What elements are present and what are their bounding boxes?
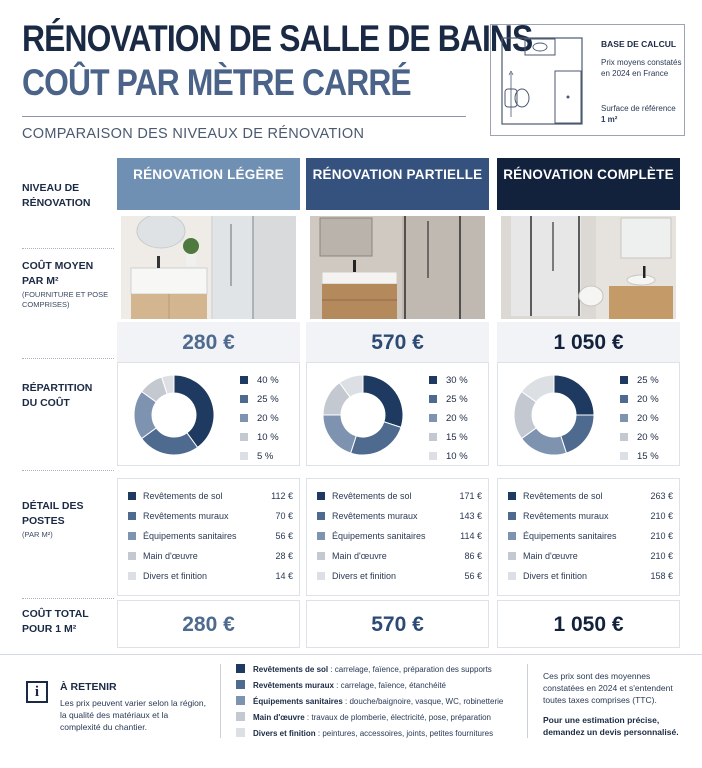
detail-row <box>508 491 673 501</box>
detail-value: 210 € <box>650 511 673 521</box>
detail-card <box>306 478 489 596</box>
row-label-avg-cost-note: (FOURNITURE ET POSE COMPRISES) <box>22 290 109 309</box>
glossary-desc: : carrelage, faïence, étanchéité <box>333 681 446 690</box>
column-header: RÉNOVATION COMPLÈTE <box>497 158 680 210</box>
swatch <box>508 492 516 500</box>
detail-label: Divers et finition <box>143 571 208 581</box>
detail-row <box>317 511 482 521</box>
swatch <box>429 376 437 384</box>
swatch <box>429 452 437 460</box>
legend-value: 15 % <box>446 432 468 443</box>
detail-card <box>117 478 300 596</box>
swatch <box>620 395 628 403</box>
detail-value: 158 € <box>650 571 673 581</box>
swatch <box>317 572 325 580</box>
legend-value: 20 % <box>257 413 279 424</box>
detail-value: 143 € <box>459 511 482 521</box>
detail-label: Revêtements de sol <box>523 491 603 501</box>
swatch <box>508 532 516 540</box>
swatch <box>317 512 325 520</box>
legend-item <box>240 394 279 405</box>
legend-item <box>620 451 659 462</box>
retenir-title: À RETENIR <box>60 681 117 693</box>
row-label-total: COÛT TOTAL POUR 1 M² <box>22 608 89 635</box>
swatch <box>240 433 248 441</box>
detail-value: 70 € <box>275 511 293 521</box>
calc-reference <box>601 103 683 125</box>
legend-value: 25 % <box>446 394 468 405</box>
detail-row <box>317 491 482 501</box>
row-divider <box>22 598 114 599</box>
legend-value: 25 % <box>637 375 659 386</box>
swatch <box>508 572 516 580</box>
glossary-term: Revêtements muraux <box>253 681 334 690</box>
detail-row <box>128 571 293 581</box>
swatch <box>240 414 248 422</box>
detail-value: 263 € <box>650 491 673 501</box>
glossary-term: Main d'œuvre <box>253 713 305 722</box>
bathroom-photo <box>501 216 676 319</box>
detail-row <box>508 511 673 521</box>
legend-value: 20 % <box>637 394 659 405</box>
detail-value: 28 € <box>275 551 293 561</box>
detail-row <box>317 571 482 581</box>
detail-value: 210 € <box>650 551 673 561</box>
detail-label: Équipements sanitaires <box>143 531 237 541</box>
glossary-desc: : douche/baignoire, vasque, WC, robinetterie <box>342 697 504 706</box>
donut-segment <box>351 422 401 455</box>
swatch <box>236 712 245 721</box>
prices-note: Ces prix sont des moyennes constatées en 2024 et s'entendent toutes taxes comprises (TTC). <box>543 671 673 705</box>
legend-item <box>429 394 468 405</box>
detail-row <box>128 531 293 541</box>
legend-item <box>240 451 273 462</box>
swatch <box>128 512 136 520</box>
detail-row <box>128 551 293 561</box>
column-renovation-legere <box>117 158 300 652</box>
swatch <box>128 572 136 580</box>
legend-value: 10 % <box>446 451 468 462</box>
swatch <box>317 552 325 560</box>
swatch <box>508 512 516 520</box>
comparison-subtitle: COMPARAISON DES NIVEAUX DE RÉNOVATION <box>22 126 365 142</box>
swatch <box>236 664 245 673</box>
breakdown-card <box>306 362 489 466</box>
legend-value: 20 % <box>637 413 659 424</box>
row-label-detail-note: (PAR M²) <box>22 530 53 539</box>
row-label-avg-cost-text: COÛT MOYEN PAR M² <box>22 260 94 287</box>
detail-value: 210 € <box>650 531 673 541</box>
detail-label: Main d'œuvre <box>332 551 387 561</box>
row-divider <box>22 470 114 471</box>
glossary-item <box>236 680 526 690</box>
header-divider <box>22 116 466 117</box>
swatch <box>236 696 245 705</box>
donut-segment <box>323 415 356 453</box>
legend-value: 20 % <box>446 413 468 424</box>
column-renovation-complete <box>497 158 680 652</box>
total-cost-value: 280 € <box>117 600 300 648</box>
bathroom-photo <box>121 216 296 319</box>
estimate-cta: Pour une estimation précise, demandez un devis personnalisé. <box>543 715 679 737</box>
donut-segment <box>561 415 594 453</box>
detail-value: 86 € <box>464 551 482 561</box>
detail-row <box>128 511 293 521</box>
breakdown-card <box>117 362 300 466</box>
swatch <box>236 728 245 737</box>
detail-row <box>508 551 673 561</box>
swatch <box>240 376 248 384</box>
swatch <box>317 532 325 540</box>
column-header: RÉNOVATION LÉGÈRE <box>117 158 300 210</box>
swatch <box>620 452 628 460</box>
detail-value: 114 € <box>460 531 482 541</box>
calc-reference-value: 1 m² <box>601 115 618 124</box>
floor-plan-icon <box>501 37 583 125</box>
row-divider <box>22 248 114 249</box>
legend-value: 15 % <box>637 451 659 462</box>
cost-per-m2-value: 280 € <box>117 322 300 364</box>
column-renovation-partielle <box>306 158 489 652</box>
donut-segment <box>363 375 403 427</box>
glossary-item <box>236 696 526 706</box>
legend-item <box>429 375 468 386</box>
legend-value: 40 % <box>257 375 279 386</box>
legend-item <box>240 413 279 424</box>
swatch <box>236 680 245 689</box>
detail-value: 56 € <box>464 571 482 581</box>
breakdown-donut <box>512 373 596 457</box>
legend-value: 25 % <box>257 394 279 405</box>
swatch <box>128 532 136 540</box>
glossary-desc: : carrelage, faïence, préparation des supports <box>328 665 492 674</box>
donut-segment <box>554 375 594 415</box>
detail-label: Revêtements muraux <box>332 511 418 521</box>
row-divider <box>22 358 114 359</box>
info-icon: i <box>26 681 48 703</box>
swatch <box>508 552 516 560</box>
footer-separator <box>527 664 528 738</box>
retenir-text: Les prix peuvent varier selon la région, la qualité des matériaux et la complexité du chantier. <box>60 698 206 732</box>
calculation-basis-box <box>490 24 685 136</box>
legend-item <box>240 432 279 443</box>
swatch <box>620 376 628 384</box>
detail-label: Main d'œuvre <box>143 551 198 561</box>
detail-card <box>497 478 680 596</box>
calc-description: Prix moyens constatés en 2024 en France <box>601 58 682 78</box>
glossary-term: Divers et finition <box>253 729 316 738</box>
swatch <box>128 552 136 560</box>
swatch <box>429 433 437 441</box>
cost-per-m2-value: 1 050 € <box>497 322 680 364</box>
legend-value: 20 % <box>637 432 659 443</box>
legend-value: 30 % <box>446 375 468 386</box>
total-cost-value: 570 € <box>306 600 489 648</box>
detail-value: 14 € <box>275 571 293 581</box>
calc-title: BASE DE CALCUL <box>601 39 677 49</box>
glossary-item <box>236 712 526 722</box>
swatch <box>620 433 628 441</box>
detail-label: Divers et finition <box>523 571 588 581</box>
row-label-detail <box>22 499 102 540</box>
swatch <box>429 395 437 403</box>
legend-item <box>240 375 279 386</box>
legend-item <box>429 451 468 462</box>
footer-separator <box>220 664 221 738</box>
swatch <box>317 492 325 500</box>
glossary-desc: : peintures, accessoires, joints, petites fournitures <box>315 729 494 738</box>
page-subtitle-main: COÛT PAR MÈTRE CARRÉ <box>22 62 411 103</box>
cost-per-m2-value: 570 € <box>306 322 489 364</box>
breakdown-card <box>497 362 680 466</box>
detail-label: Main d'œuvre <box>523 551 578 561</box>
legend-item <box>429 432 468 443</box>
breakdown-donut <box>132 373 216 457</box>
swatch <box>240 452 248 460</box>
row-label-avg-cost <box>22 259 112 310</box>
detail-row <box>317 531 482 541</box>
detail-label: Équipements sanitaires <box>332 531 426 541</box>
swatch <box>620 414 628 422</box>
detail-label: Revêtements muraux <box>523 511 609 521</box>
legend-item <box>620 375 659 386</box>
calc-reference-label: Surface de référence <box>601 104 676 113</box>
detail-label: Revêtements de sol <box>332 491 412 501</box>
page-title: RÉNOVATION DE SALLE DE BAINS <box>22 18 533 59</box>
swatch <box>429 414 437 422</box>
footer-divider <box>0 654 702 655</box>
glossary-item <box>236 728 526 738</box>
total-cost-value: 1 050 € <box>497 600 680 648</box>
glossary-term: Revêtements de sol <box>253 665 329 674</box>
detail-label: Revêtements muraux <box>143 511 229 521</box>
legend-value: 5 % <box>257 451 274 462</box>
glossary-item <box>236 664 526 674</box>
detail-value: 171 € <box>459 491 482 501</box>
legend-item <box>429 413 468 424</box>
legend-item <box>620 432 659 443</box>
legend-item <box>620 413 659 424</box>
glossary-term: Équipements sanitaires <box>253 697 343 706</box>
detail-value: 112 € <box>271 491 293 501</box>
detail-label: Équipements sanitaires <box>523 531 617 541</box>
detail-label: Divers et finition <box>332 571 397 581</box>
detail-row <box>317 551 482 561</box>
legend-value: 10 % <box>257 432 279 443</box>
detail-row <box>128 491 293 501</box>
glossary-desc: : travaux de plomberie, électricité, pose, préparation <box>304 713 492 722</box>
detail-value: 56 € <box>275 531 293 541</box>
detail-row <box>508 531 673 541</box>
swatch <box>240 395 248 403</box>
swatch <box>128 492 136 500</box>
column-header: RÉNOVATION PARTIELLE <box>306 158 489 210</box>
detail-label: Revêtements de sol <box>143 491 223 501</box>
legend-item <box>620 394 659 405</box>
row-label-breakdown: RÉPARTITION DU COÛT <box>22 382 93 409</box>
bathroom-photo <box>310 216 485 319</box>
detail-row <box>508 571 673 581</box>
breakdown-donut <box>321 373 405 457</box>
row-label-detail-text: DÉTAIL DES POSTES <box>22 500 84 527</box>
row-label-level: NIVEAU DE RÉNOVATION <box>22 182 91 209</box>
